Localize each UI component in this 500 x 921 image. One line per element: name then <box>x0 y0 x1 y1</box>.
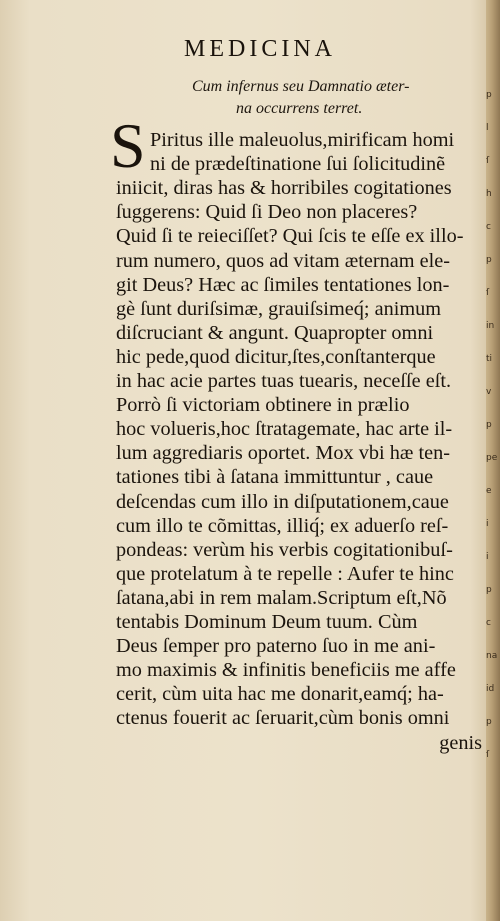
facing-page-margin-fragments <box>486 90 500 810</box>
margin-fragment: na <box>486 651 498 661</box>
margin-fragment: ſ <box>486 156 490 166</box>
margin-fragment: id <box>486 684 495 694</box>
body-line: tationes tibi à ſatana immittuntur , caue <box>116 466 434 489</box>
margin-fragment: p <box>486 717 492 727</box>
body-line: tentabis Dominum Deum tuum. Cùm <box>116 611 418 633</box>
section-subtitle-line-1: Cum infernus seu Damnatio æter- <box>192 78 410 95</box>
body-line: hic pede,quod dicitur,ſtes,conſtanterque <box>116 345 436 368</box>
body-line: ni de prædeſtinatione ſui ſolicitudinẽ <box>150 153 446 176</box>
margin-fragment: pe <box>486 453 498 463</box>
body-line: gè ſunt duriſsimæ, grauiſsimeq́; animum <box>116 297 442 320</box>
margin-fragment: c <box>486 618 491 628</box>
body-line: rum numero, quos ad vitam æternam ele- <box>116 249 450 272</box>
margin-fragment: i <box>486 519 489 529</box>
body-line: pondeas: verùm his verbis cogitationibuſ- <box>116 538 453 561</box>
margin-fragment: ſ <box>486 750 490 760</box>
margin-fragment: p <box>486 420 492 430</box>
margin-fragment: p <box>486 255 492 265</box>
body-line: Piritus ille maleuolus,mirificam homi <box>150 129 455 151</box>
margin-fragment: c <box>486 222 491 232</box>
margin-fragment: p <box>486 90 492 100</box>
body-line: git Deus? Hæc ac ſimiles tentationes lon- <box>116 273 450 296</box>
body-line: cerit, cùm uita hac me donarit,eamq́; ha- <box>116 683 444 706</box>
margin-fragment: h <box>486 189 492 199</box>
body-line: in hac acie partes tuas tuearis, neceſſe eſt. <box>116 370 452 392</box>
body-line: mo maximis & infinitis beneficiis me affe <box>116 659 456 682</box>
body-line: cum illo te cõmittas, illiq́; ex aduerſo reſ- <box>116 514 449 537</box>
margin-fragment: ti <box>486 354 493 364</box>
drop-cap: S <box>110 110 146 181</box>
margin-fragment: p <box>486 585 492 595</box>
body-line: Deus ſemper pro paterno ſuo in me ani- <box>116 635 436 658</box>
body-line: diſcruciant & angunt. Quapropter omni <box>116 321 434 344</box>
running-head: MEDICINA <box>184 36 336 62</box>
body-line: ctenus fouerit ac ſeruarit,cùm bonis omni <box>116 707 450 730</box>
margin-fragment: l <box>486 123 489 133</box>
body-line: ſuggerens: Quid ſi Deo non placeres? <box>116 201 418 224</box>
margin-fragment: i <box>486 552 489 562</box>
body-line: lum aggrediaris oportet. Mox vbi hæ ten- <box>116 442 451 465</box>
body-line: iniicit, diras has & horribiles cogitationes <box>116 177 452 200</box>
margin-fragment: in <box>486 321 495 331</box>
body-line: deſcendas cum illo in diſputationem,caue <box>116 490 449 513</box>
catchword: genis <box>439 731 482 754</box>
body-line: que protelatum à te repelle : Aufer te hinc <box>116 562 454 585</box>
body-line: Quid ſi te reieciſſet? Qui ſcis te eſſe ex illo- <box>116 225 464 248</box>
body-line: hoc volueris,hoc ſtratagemate, hac arte il- <box>116 418 453 441</box>
margin-fragment: v <box>486 387 492 397</box>
margin-fragment: e <box>486 486 492 496</box>
section-subtitle-line-2: na occurrens terret. <box>236 100 363 117</box>
margin-fragment: ſ <box>486 288 490 298</box>
body-line: ſatana,abi in rem malam.Scriptum eſt,Nõ <box>116 586 447 609</box>
body-line: Porrò ſi victoriam obtinere in prælio <box>116 394 410 417</box>
